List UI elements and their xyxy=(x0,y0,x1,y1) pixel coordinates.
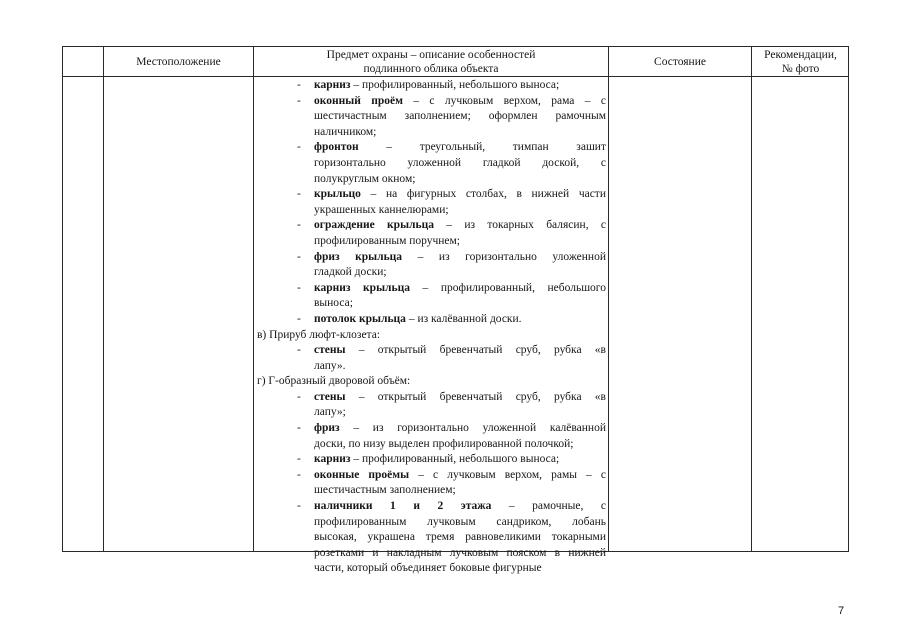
bullet-dash: - xyxy=(297,281,301,294)
list-item-line xyxy=(256,187,606,203)
list-item-term: стены xyxy=(314,344,346,357)
bullet-dash: - xyxy=(297,500,301,513)
section-heading: в) Прируб люфт-клозета: xyxy=(257,328,381,341)
list-item-line xyxy=(256,499,606,515)
list-item-line xyxy=(256,78,606,94)
list-item-line xyxy=(256,203,606,219)
list-item-term: фриз xyxy=(314,422,340,435)
header-recommend xyxy=(752,47,849,76)
header-recommend-line1: Рекомендации, xyxy=(764,48,837,61)
list-item-line xyxy=(256,250,606,266)
col-divider xyxy=(253,47,254,551)
list-item-line xyxy=(256,483,606,499)
list-item-text: выноса; xyxy=(314,297,353,310)
bullet-dash: - xyxy=(297,219,301,232)
list-item-term: фронтон xyxy=(314,141,359,154)
list-item-text: – из калёванной доски. xyxy=(405,312,522,325)
list-item-line xyxy=(256,530,606,546)
list-item-text: – профилированный, небольшого выноса; xyxy=(350,79,560,91)
list-item-line xyxy=(256,421,606,437)
list-item-text: – на фигурных столбах, в нижней части xyxy=(360,188,606,201)
list-item-text: профилированным поручнем; xyxy=(314,234,460,247)
col-divider xyxy=(608,47,609,551)
list-item-term: наличники 1 и 2 этажа xyxy=(314,500,492,513)
bullet-dash: - xyxy=(297,468,301,481)
list-item-line xyxy=(256,156,606,172)
list-item-text: розетками и накладным лучковым пояском в нижней xyxy=(314,546,606,559)
list-item-line xyxy=(256,390,606,406)
list-item-line xyxy=(256,515,606,531)
list-item-text: – профилированный, небольшого выноса; xyxy=(350,453,560,466)
list-item-line xyxy=(256,359,606,375)
bullet-dash: - xyxy=(297,453,301,466)
list-item-line xyxy=(256,468,606,484)
list-item-line xyxy=(256,343,606,359)
bullet-dash: - xyxy=(297,422,301,435)
list-item-term: крыльцо xyxy=(314,188,361,201)
list-item-text: – треугольный, тимпан зашит xyxy=(358,141,606,154)
list-item-text: – с лучковым верхом, рамы – с xyxy=(409,468,606,481)
list-item-term: стены xyxy=(314,390,346,403)
list-item-text: украшенных каннелюрами; xyxy=(314,203,449,216)
section-heading: г) Г-образный дворовой объём: xyxy=(257,375,411,388)
list-item-term: карниз крыльца xyxy=(314,281,410,294)
header-state xyxy=(609,47,751,76)
list-item-term: карниз xyxy=(314,79,351,91)
list-item-term: потолок крыльца xyxy=(314,312,406,325)
bullet-dash: - xyxy=(297,312,301,325)
list-item-line xyxy=(256,296,606,312)
bullet-dash: - xyxy=(297,344,301,357)
header-location xyxy=(104,47,253,76)
list-item-line xyxy=(256,125,606,141)
page-number: 7 xyxy=(838,605,845,617)
list-item-text: шестичастным заполнением; оформлен рамочным xyxy=(314,110,606,123)
list-item-text: – с лучковым верхом, рама – с xyxy=(402,94,606,107)
list-item-text: лапу». xyxy=(314,359,346,372)
list-item-term: фриз крыльца xyxy=(314,250,403,263)
list-item-line xyxy=(256,94,606,110)
list-item-line xyxy=(256,140,606,156)
list-item-text: профилированным лучковым сандриком, лобань xyxy=(314,515,606,528)
bullet-dash: - xyxy=(297,390,301,403)
list-item-text: полукруглым окном; xyxy=(314,172,416,185)
list-item-term: оконные проёмы xyxy=(314,468,410,481)
list-item-text: – открытый бревенчатый сруб, рубка «в xyxy=(345,344,606,357)
list-item-text: лапу»; xyxy=(314,406,346,419)
list-item-text: – профилированный, небольшого xyxy=(409,281,606,294)
subject-description xyxy=(256,78,606,577)
list-item-line xyxy=(256,234,606,250)
list-item-text: горизонтально уложенной гладкой доской, с xyxy=(314,156,606,169)
list-item-text: – из токарных балясин, с xyxy=(433,219,606,232)
list-item-line xyxy=(256,218,606,234)
list-item-text: части, который объединяет боковые фигурные xyxy=(314,562,542,575)
header-recommend-line2: № фото xyxy=(781,62,820,75)
header-subject-line1: Предмет охраны – описание особенностей xyxy=(326,48,536,61)
list-item-text: высокая, украшена тремя равновеликими токарными xyxy=(314,531,606,544)
bullet-dash: - xyxy=(297,79,301,91)
header-subject-line2: подлинного облика объекта xyxy=(363,62,499,75)
list-item-text: – из горизонтально уложенной xyxy=(402,250,606,263)
col-divider xyxy=(751,47,752,551)
list-item-line xyxy=(256,437,606,453)
list-item-line xyxy=(256,172,606,188)
list-item-line xyxy=(256,312,606,328)
list-item-term: оконный проём xyxy=(314,94,403,107)
list-item-text: – открытый бревенчатый сруб, рубка «в xyxy=(345,390,606,403)
bullet-dash: - xyxy=(297,94,301,107)
list-item-line xyxy=(256,561,606,577)
list-item-text: гладкой доски; xyxy=(314,266,387,279)
list-item-line xyxy=(256,546,606,562)
list-item-term: ограждение крыльца xyxy=(314,219,434,232)
list-item-line xyxy=(256,109,606,125)
header-subject xyxy=(254,47,608,76)
list-item-line xyxy=(256,452,606,468)
list-item-term: карниз xyxy=(314,453,351,466)
bullet-dash: - xyxy=(297,141,301,154)
header-location-label: Местоположение xyxy=(136,55,221,68)
header-state-label: Состояние xyxy=(654,55,706,68)
list-item-text: наличником; xyxy=(314,125,377,138)
col-divider xyxy=(103,47,104,551)
list-item-text: доски, по низу выделен профилированной полочкой; xyxy=(314,437,574,450)
list-item-text: шестичастным заполнением; xyxy=(314,484,456,497)
list-item-line xyxy=(256,265,606,281)
list-item-line xyxy=(256,281,606,297)
header-divider xyxy=(63,76,848,77)
heritage-table xyxy=(62,46,849,575)
bullet-dash: - xyxy=(297,188,301,201)
list-item-text: – рамочные, с xyxy=(491,500,606,513)
list-item-text: – из горизонтально уложенной калёванной xyxy=(339,422,606,435)
bullet-dash: - xyxy=(297,250,301,263)
list-item-line xyxy=(256,405,606,421)
